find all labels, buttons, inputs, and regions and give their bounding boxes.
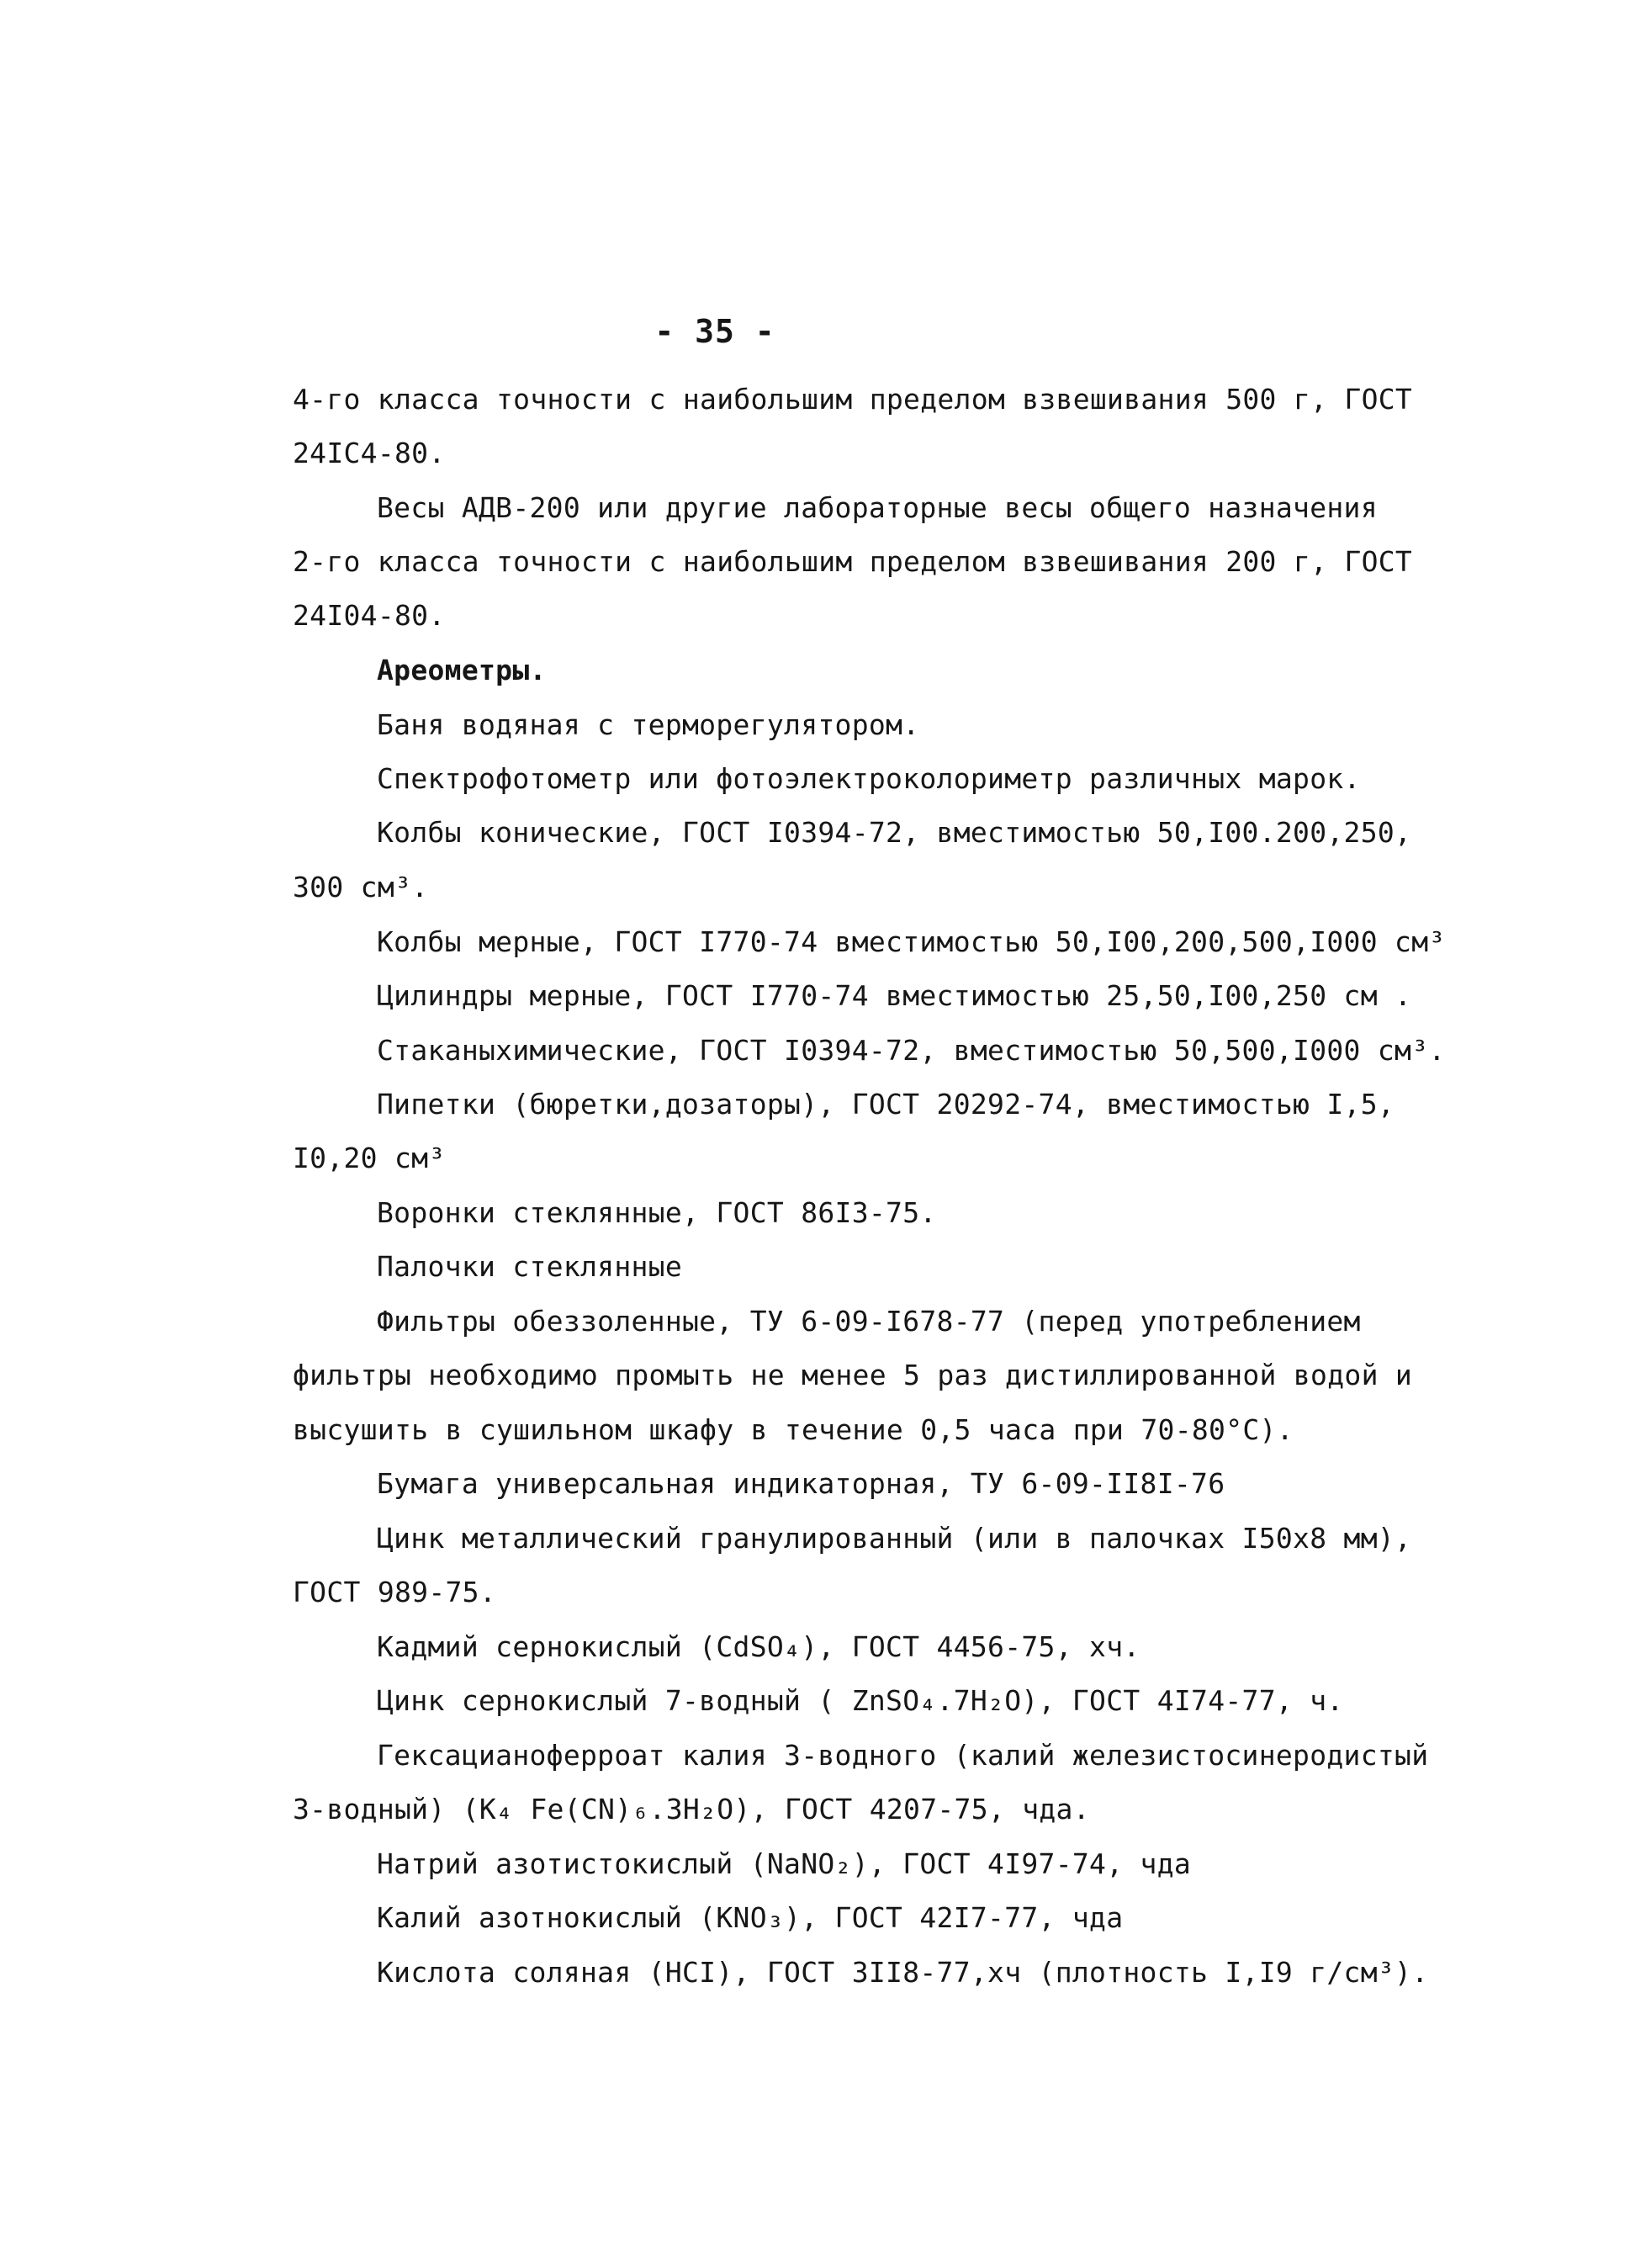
section-heading: Ареометры. (377, 654, 547, 686)
text-line: Натрий азотистокислый (NaNO₂), ГОСТ 4I97-74, чда (377, 1847, 1192, 1880)
text-line: Колбы конические, ГОСТ I0394-72, вместимостью 50,I00.200,250, (377, 816, 1412, 849)
text-line: Палочки стеклянные (377, 1250, 683, 1283)
text-line: Весы АДВ-200 или другие лабораторные весы общего назначения (377, 491, 1378, 524)
text-line: Бумага универсальная индикаторная, ТУ 6-09-II8I-76 (377, 1467, 1225, 1500)
text-line: Калий азотнокислый (KNO₃), ГОСТ 42I7-77, чда (377, 1901, 1124, 1934)
text-line: фильтры необходимо промыть не менее 5 раз дистиллированной водой и (293, 1359, 1413, 1391)
text-line: Гексацианоферроат калия 3-водного (калий железистосинеродистый (377, 1739, 1429, 1772)
text-line: 3-водный) (K₄ Fe(CN)₆.3H₂O), ГОСТ 4207-75, чда. (293, 1793, 1090, 1826)
text-line: Цилиндры мерные, ГОСТ I770-74 вместимостью 25,50,I00,250 см . (377, 979, 1412, 1012)
text-line: Фильтры обеззоленные, ТУ 6-09-I678-77 (перед употреблением (377, 1305, 1361, 1338)
text-line: 4-го класса точности с наибольшим пределом взвешивания 500 г, ГОСТ (293, 383, 1413, 416)
text-line: Колбы мерные, ГОСТ I770-74 вместимостью 50,I00,200,500,I000 см³ (377, 925, 1446, 958)
text-line: Цинк металлический гранулированный (или в палочках I50х8 мм), (377, 1522, 1412, 1555)
text-line: Спектрофотометр или фотоэлектроколориметр различных марок. (377, 762, 1361, 795)
text-line: Кадмий сернокислый (CdSO₄), ГОСТ 4456-75, хч. (377, 1630, 1140, 1663)
text-line: Цинк сернокислый 7-водный ( ZnSO₄.7H₂O), ГОСТ 4I74-77, ч. (377, 1684, 1344, 1717)
text-line: ГОСТ 989-75. (293, 1576, 497, 1608)
text-line: Кислота соляная (HCI), ГОСТ 3II8-77,хч (плотность I,I9 г/см³). (377, 1956, 1429, 1989)
text-line: высушить в сушильном шкафу в течение 0,5 часа при 70-80°С). (293, 1413, 1294, 1446)
text-line: I0,20 см³ (293, 1142, 446, 1174)
text-line: Пипетки (бюретки,дозаторы), ГОСТ 20292-74, вместимостью I,5, (377, 1088, 1395, 1121)
text-line: 2-го класса точности с наибольшим пределом взвешивания 200 г, ГОСТ (293, 545, 1413, 578)
text-line: 24IC4-80. (293, 437, 446, 469)
text-line: Воронки стеклянные, ГОСТ 86I3-75. (377, 1196, 937, 1229)
text-line: Баня водяная с терморегулятором. (377, 708, 920, 741)
page-number: - 35 - (654, 313, 775, 350)
text-line: Стаканыхимические, ГОСТ I0394-72, вместимостью 50,500,I000 см³. (377, 1034, 1446, 1067)
text-line: 24I04-80. (293, 599, 446, 632)
text-line: 300 см³. (293, 871, 429, 903)
